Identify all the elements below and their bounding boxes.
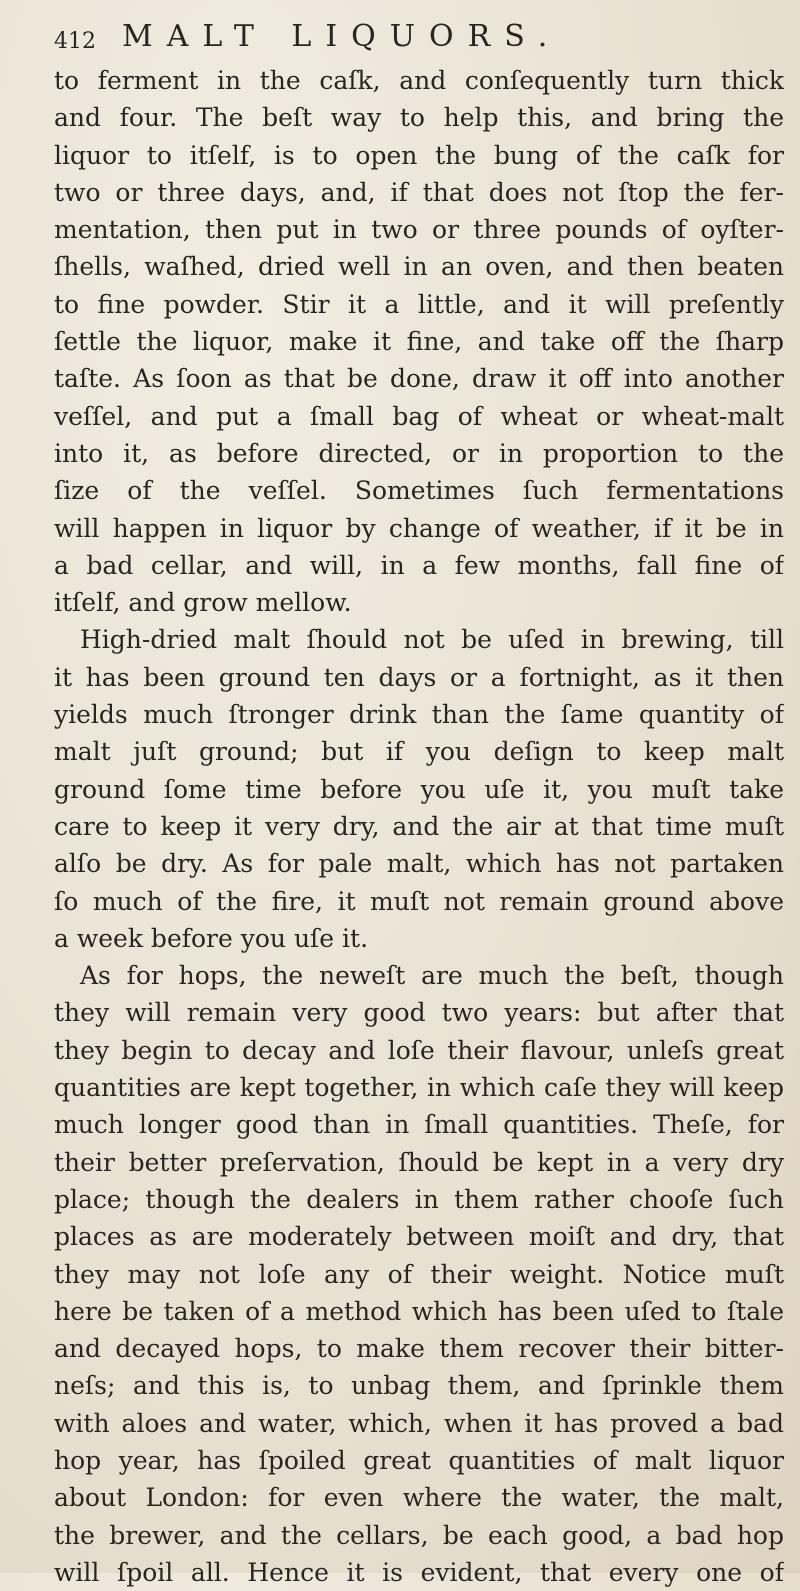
text-line: yields much ſtronger drink than the ſame quantity of [54,700,784,730]
text-line: malt juſt ground; but if you deſign to keep malt [54,737,784,767]
text-line: and four. The beſt way to help this, and bring the [54,103,784,133]
text-line: about London: for even where the water, the malt, [54,1483,784,1513]
running-title: MALT LIQUORS. [122,19,562,54]
text-line: High-dried malt ſhould not be uſed in brewing, till [80,625,784,655]
text-line: ſo much of the fire, it muſt not remain ground above [54,886,784,916]
text-line: a bad cellar, and will, in a few months, fall fine of [54,550,784,580]
text-line: to ferment in the caſk, and conſequently turn thick [54,66,784,95]
text-line: ſhells, waſhed, dried well in an oven, and then beaten [54,252,784,282]
text-line: place; though the dealers in them rather chooſe ſuch [54,1184,784,1214]
text-line: will happen in liquor by change of weather, if it be in [54,513,784,543]
page-number: 412 [54,29,96,54]
text-line: veſſel, and put a ſmall bag of wheat or wheat-malt [54,401,784,431]
text-line: As for hops, the neweſt are much the beſt, though [80,961,784,991]
text-line: ſize of the veſſel. Sometimes ſuch fermentations [54,476,784,506]
text-line: care to keep it very dry, and the air at that time muſt [54,811,784,841]
text-line: to fine powder. Stir it a little, and it will preſently [54,289,784,319]
text-line: taſte. As ſoon as that be done, draw it off into another [54,364,784,394]
running-head [54,0,784,58]
text-line: quantities are kept together, in which caſe they will keep [54,1073,784,1103]
text-line: liquor to itſelf, is to open the bung of the caſk for [54,140,784,170]
text-line: here be taken of a method which has been uſed to ſtale [54,1296,784,1326]
text-line: a week before you uſe it. [54,923,369,953]
text-line: will ſpoil all. Hence it is evident, that every one of [54,1557,784,1587]
text-line: the brewer, and the cellars, be each good, a bad hop [54,1520,784,1550]
text-line: they begin to decay and loſe their flavour, unleſs great [54,1035,784,1065]
text-line: two or three days, and, if that does not ſtop the fer- [54,177,784,207]
text-line: neſs; and this is, to unbag them, and ſprinkle them [54,1371,784,1401]
text-line: ground ſome time before you uſe it, you muſt take [54,774,784,804]
text-line: they may not loſe any of their weight. Notice muſt [54,1259,784,1289]
text-line: ſettle the liquor, make it fine, and take off the ſharp [54,327,784,357]
text-line: their better preſervation, ſhould be kept in a very dry [54,1147,784,1177]
text-line: alſo be dry. As for pale malt, which has not partaken [54,849,784,879]
text-line: it has been ground ten days or a fortnight, as it then [54,662,784,692]
text-line: into it, as before directed, or in proportion to the [54,438,784,468]
text-line: and decayed hops, to make them recover their bitter- [54,1334,784,1364]
text-line: mentation, then put in two or three pounds of oyſter- [54,215,784,245]
text-line: much longer good than in ſmall quantities. Theſe, for [54,1110,784,1140]
text-line: with aloes and water, which, when it has proved a bad [54,1408,784,1438]
text-line: places as are moderately between moiſt and dry, that [54,1222,784,1252]
body-text [54,62,784,1591]
text-line: itſelf, and grow mellow. [54,588,352,618]
text-line: hop year, has ſpoiled great quantities of malt liquor [54,1445,784,1475]
text-line: they will remain very good two years: but after that [54,998,784,1028]
